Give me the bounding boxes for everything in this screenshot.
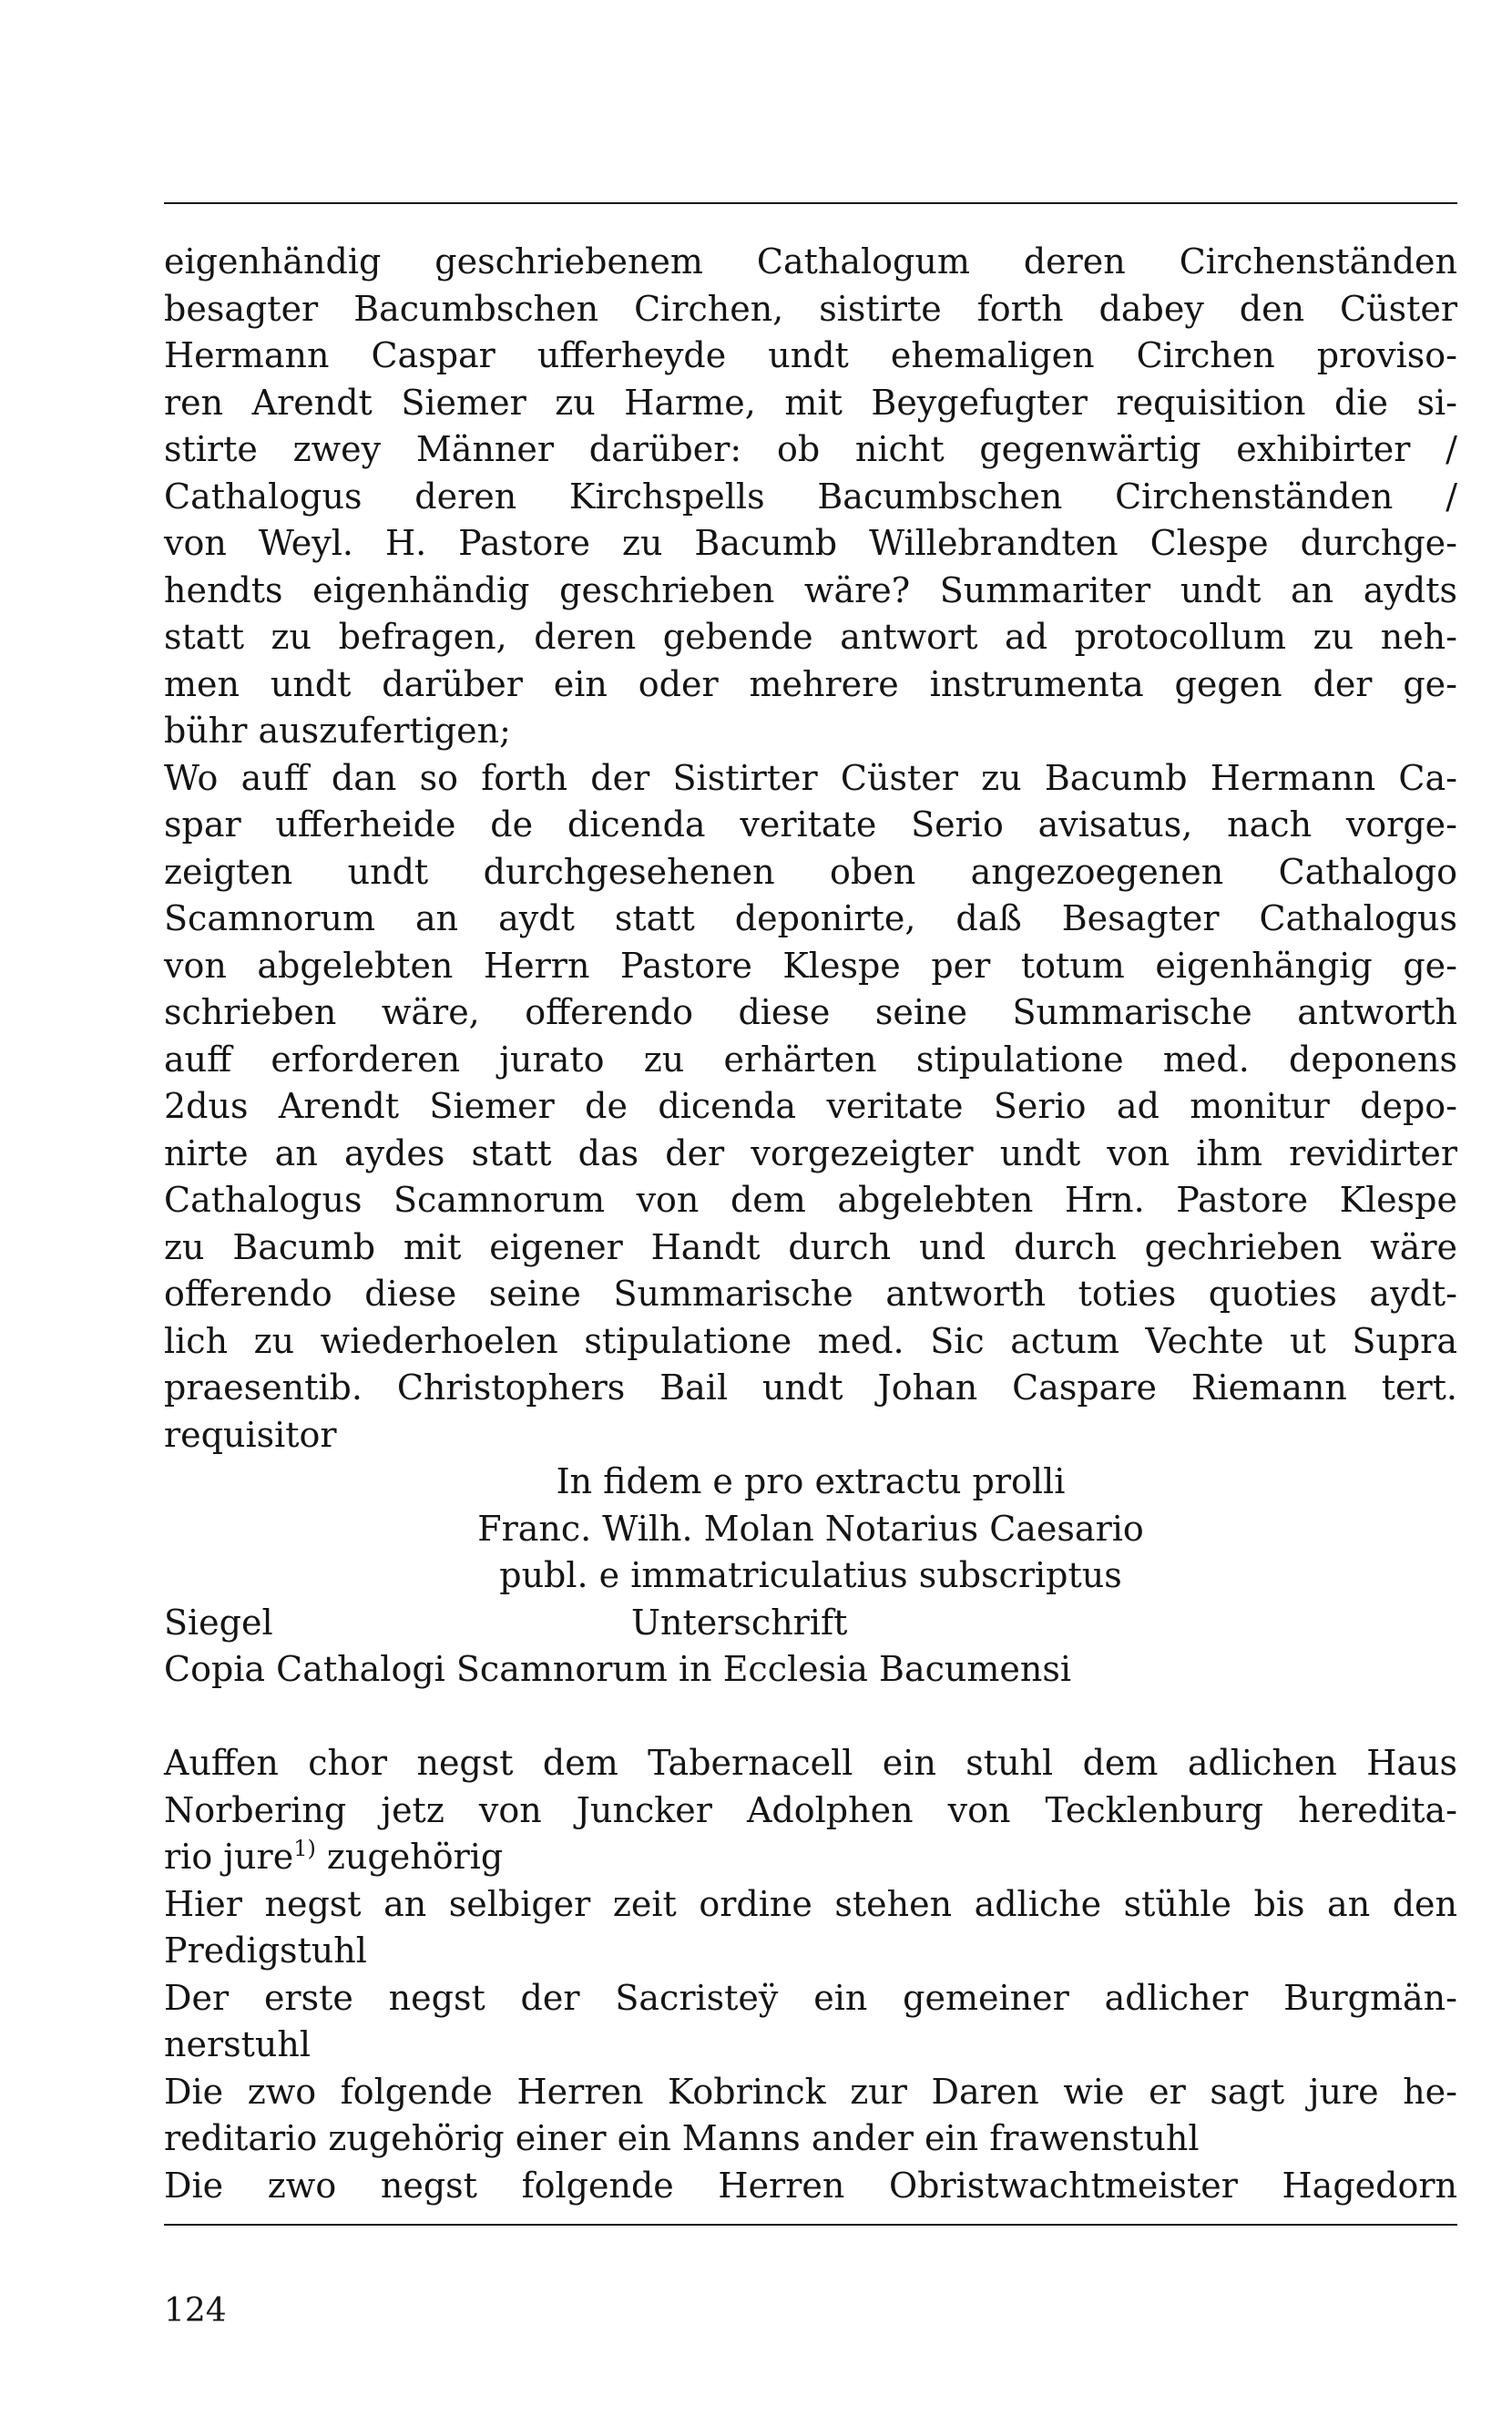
body-line: spar ufferheide de dicenda veritate Serio avisatus, nach vorge- — [164, 804, 1457, 845]
body-line: auff erforderen jurato zu erhärten stipulatione med. deponens — [164, 1039, 1457, 1080]
page-number: 124 — [164, 2292, 227, 2330]
signature-label: Unterschrift — [631, 1602, 848, 1643]
catalog-line — [164, 1834, 1457, 1881]
body-line: 2dus Arendt Siemer de dicenda veritate Serio ad monitur depo- — [164, 1086, 1457, 1126]
attestation-line: publ. e immatriculatius subscriptus — [499, 1555, 1122, 1595]
body-line: Wo auff dan so forth der Sistirter Cüster zu Bacumb Hermann Ca- — [164, 757, 1457, 798]
body-line: besagter Bacumbschen Circhen, sistirte forth dabey den Cüster — [164, 288, 1457, 329]
footnote-marker[interactable]: 1) — [293, 1836, 316, 1861]
body-line: Cathalogus Scamnorum von dem abgelebten Hrn. Pastore Klespe — [164, 1180, 1457, 1220]
body-line: ren Arendt Siemer zu Harme, mit Beygefugter requisition die si- — [164, 382, 1457, 423]
body-line: stirte zwey Männer darüber: ob nicht gegenwärtig exhibirter / — [164, 429, 1457, 469]
catalog-line: reditario zugehörig einer ein Manns ander ein frawenstuhl — [164, 2118, 1200, 2158]
seal-label: Siegel — [164, 1602, 273, 1643]
catalog-line: Auffen chor negst dem Tabernacell ein stuhl dem adlichen Haus — [164, 1743, 1457, 1783]
body-line: statt zu befragen, deren gebende antwort ad protocollum zu neh- — [164, 617, 1457, 657]
catalog-line: Norbering jetz von Juncker Adolphen von Tecklenburg heredita- — [164, 1789, 1457, 1830]
body-line: lich zu wiederhoelen stipulatione med. Sic actum Vechte ut Supra — [164, 1320, 1457, 1361]
attestation-line: In fidem e pro extractu prolli — [556, 1461, 1066, 1501]
paragraph-gap — [164, 1694, 1457, 1741]
footer-rule — [164, 2224, 1457, 2226]
header-rule — [164, 202, 1457, 204]
body-line: von Weyl. H. Pastore zu Bacumb Willebrandten Clespe durchge- — [164, 523, 1457, 563]
copy-heading: Copia Cathalogi Scamnorum in Ecclesia Bacumensi — [164, 1649, 1072, 1689]
body-line: offerendo diese seine Summarische antworth toties quoties aydt- — [164, 1274, 1457, 1314]
body-line: bühr auszufertigen; — [164, 711, 511, 751]
body-line: von abgelebten Herrn Pastore Klespe per totum eigenhängig ge- — [164, 945, 1457, 986]
catalog-line: Die zwo negst folgende Herren Obristwachtmeister Hagedorn — [164, 2165, 1457, 2206]
body-line: men undt darüber ein oder mehrere instrumenta gegen der ge- — [164, 663, 1457, 704]
body-line: zeigten undt durchgesehenen oben angezoegenen Cathalogo — [164, 851, 1457, 892]
attestation-line: Franc. Wilh. Molan Notarius Caesario — [477, 1508, 1144, 1549]
catalog-line: nerstuhl — [164, 2024, 311, 2064]
page-body — [164, 239, 1457, 2209]
catalog-line: Der erste negst der Sacristeÿ ein gemeiner adlicher Burgmän- — [164, 1977, 1457, 2018]
body-line: praesentib. Christophers Bail undt Johan Caspare Riemann tert. — [164, 1367, 1457, 1408]
body-line: hendts eigenhändig geschrieben wäre? Summariter undt an aydts — [164, 569, 1457, 610]
body-line: requisitor — [164, 1414, 337, 1455]
body-line: Hermann Caspar ufferheyde undt ehemaligen Circhen proviso- — [164, 335, 1457, 375]
seal-signature-row — [164, 1600, 1457, 1647]
body-line: eigenhändig geschriebenem Cathalogum deren Circhenständen — [164, 241, 1457, 282]
body-line: Scamnorum an aydt statt deponirte, daß Besagter Cathalogus — [164, 898, 1457, 938]
catalog-text: rio jure — [164, 1837, 294, 1877]
body-line: zu Bacumb mit eigener Handt durch und durch gechrieben wäre — [164, 1226, 1457, 1267]
catalog-text: zugehörig — [315, 1837, 504, 1877]
body-line: nirte an aydes statt das der vorgezeigter undt von ihm revidirter — [164, 1132, 1457, 1173]
catalog-line: Hier negst an selbiger zeit ordine stehen adliche stühle bis an den — [164, 1883, 1457, 1924]
catalog-line: Predigstuhl — [164, 1930, 367, 1971]
body-line: Cathalogus deren Kirchspells Bacumbschen Circhenständen / — [164, 476, 1457, 517]
catalog-line: Die zwo folgende Herren Kobrinck zur Daren wie er sagt jure he- — [164, 2071, 1457, 2112]
body-line: schrieben wäre, offerendo diese seine Summarische antworth — [164, 992, 1457, 1032]
